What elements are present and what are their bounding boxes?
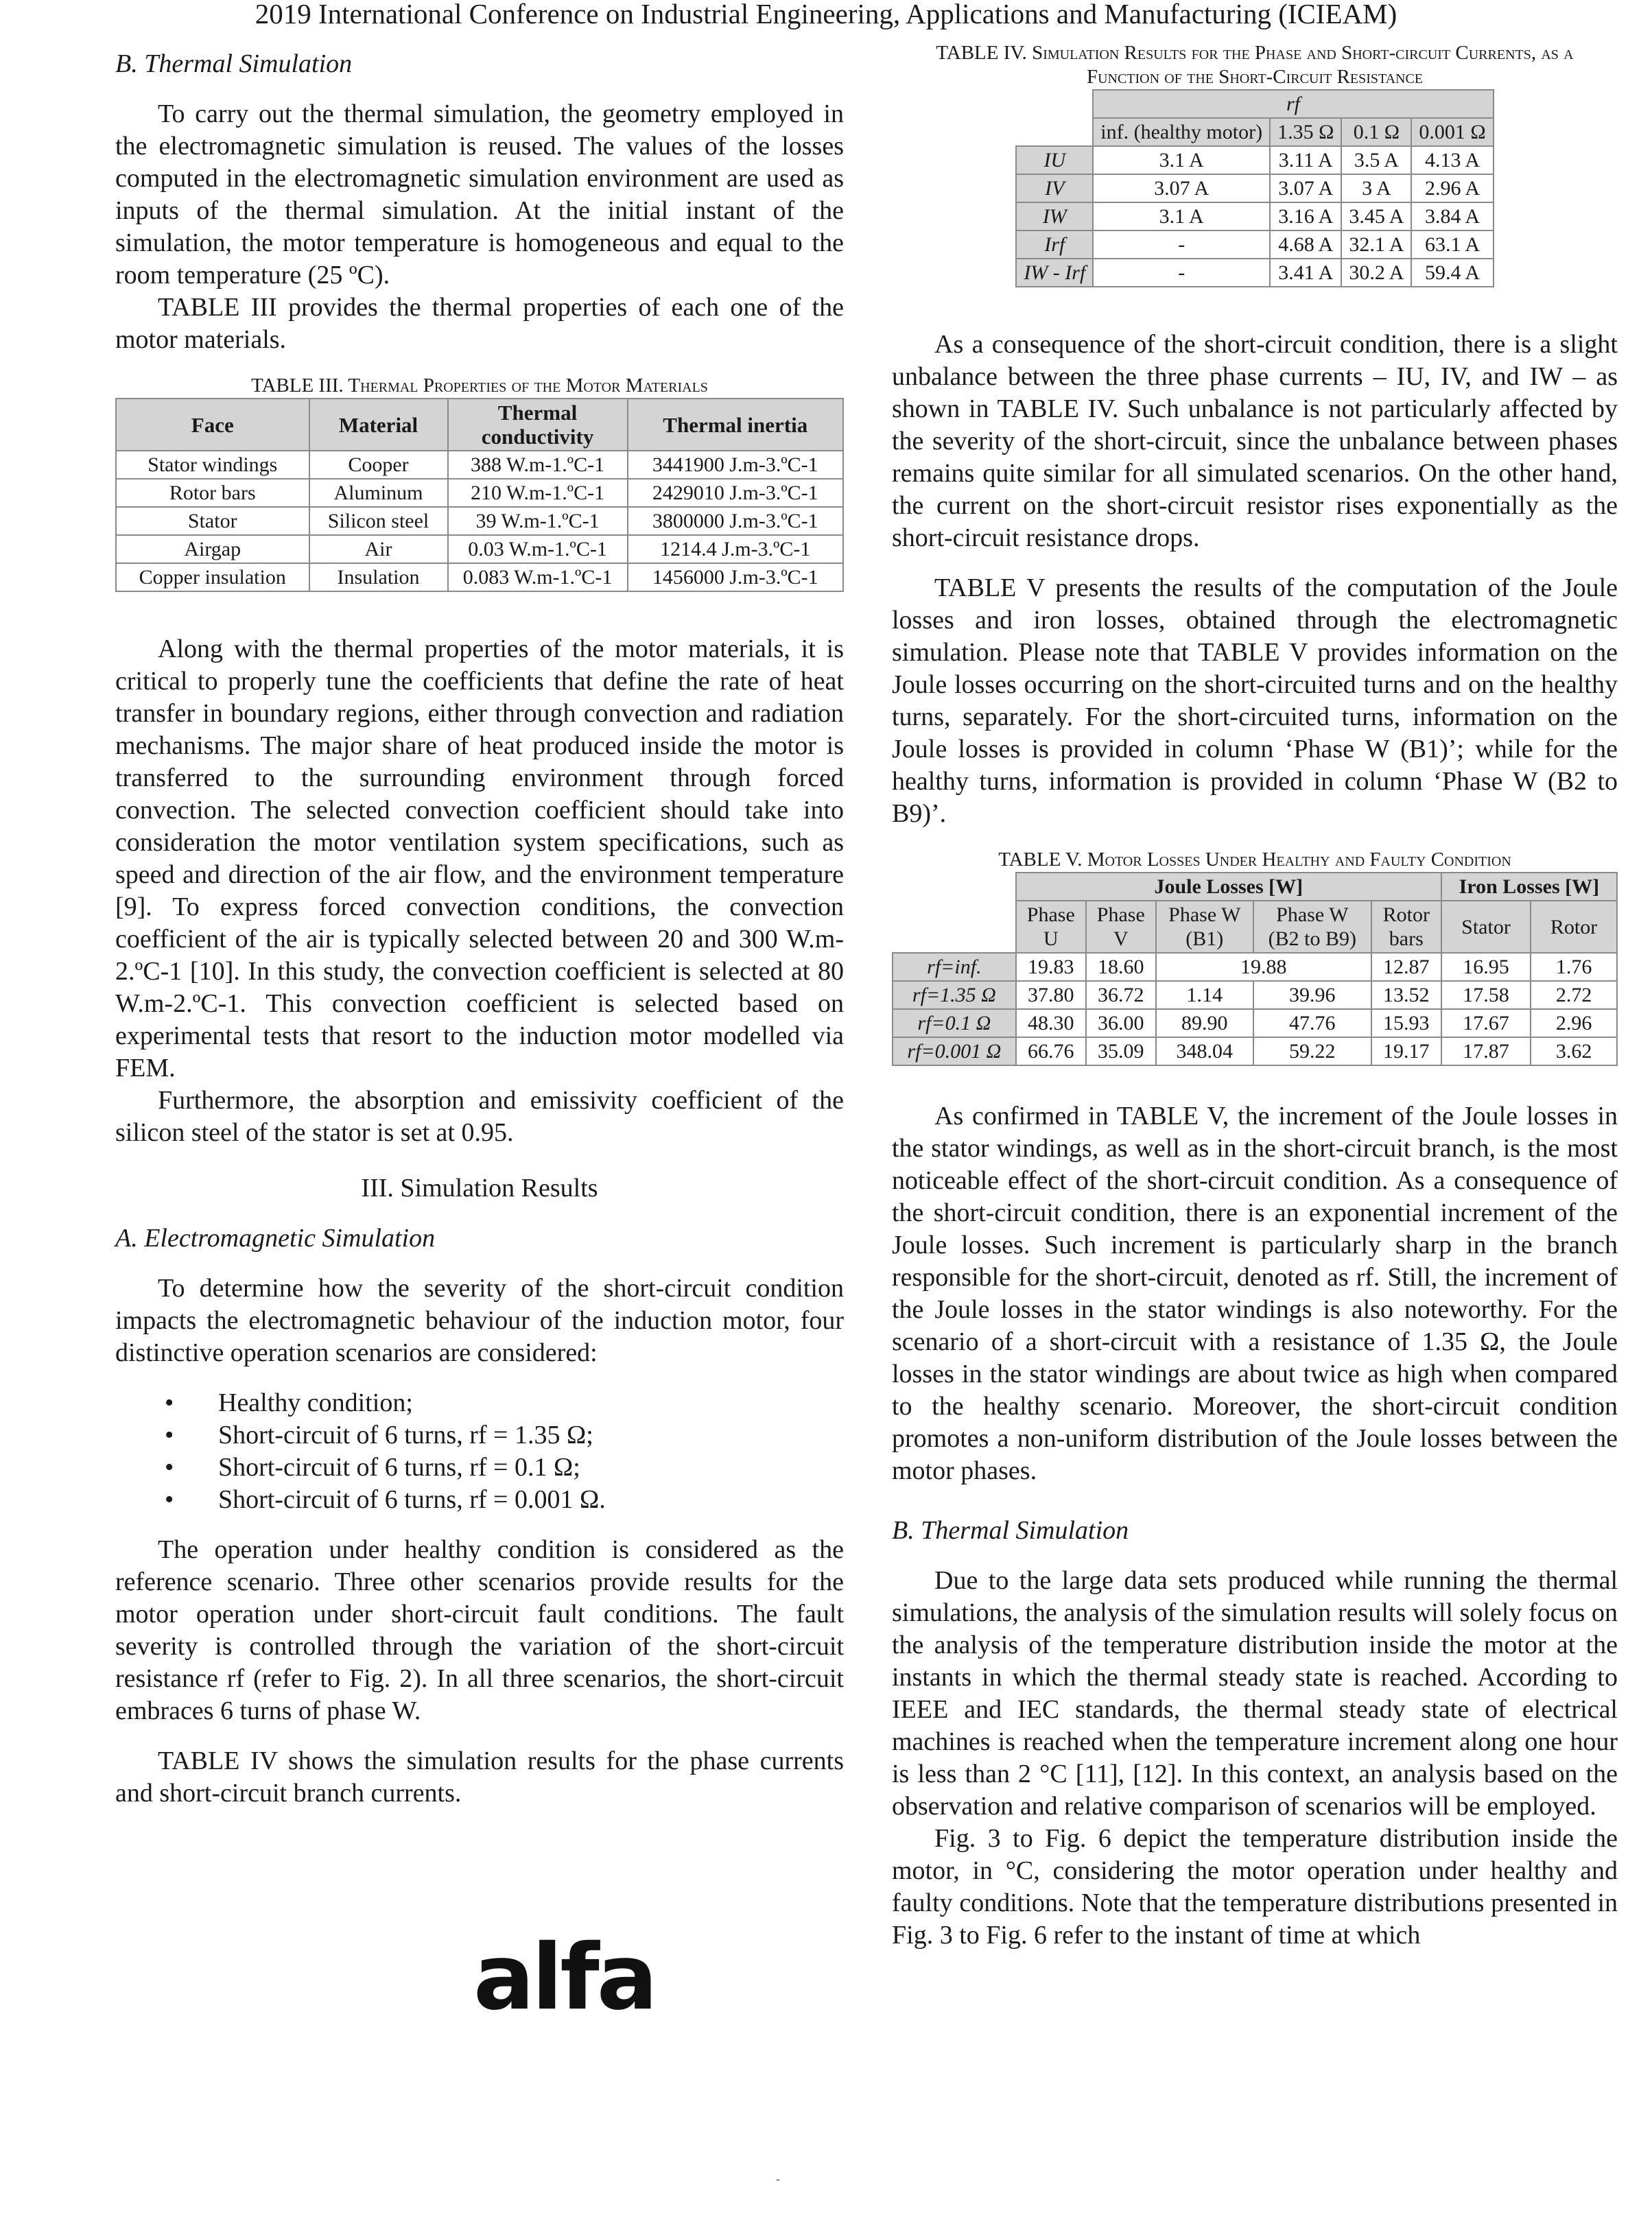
subsection-thermal-simulation: B. Thermal Simulation: [115, 49, 353, 78]
list-item: • Short-circuit of 6 turns, rf = 0.1 Ω;: [218, 1452, 844, 1484]
alfa-logo: [473, 1925, 710, 2031]
table5-caption: TABLE V. Motor Losses Under Healthy and Faulty Condition: [998, 849, 1511, 871]
paragraph: Due to the large data sets produced while running the thermal simulations, the analysis of the simulation results will solely focus on the analysis of the temperature distribution inside the motor at the instants in which the thermal steady state is reached. According to IEEE and IEC standards, the thermal steady state of electrical machines is reached when the temperature increment along one hour is less than 2 °C [11], [12]. In this context, an analysis based on the observation and relative comparison of scenarios will be employed.: [892, 1566, 1618, 1821]
table-cell: 3441900 J.m-3.ºC-1: [628, 451, 843, 479]
table-row: [893, 981, 1617, 1009]
table4-currents: [1015, 89, 1494, 287]
table-cell: 3.84 A: [1411, 202, 1493, 230]
table-header: Stator: [1441, 901, 1531, 953]
table-cell: 30.2 A: [1341, 259, 1411, 287]
logo-text: alfa: [473, 1925, 655, 2031]
table-cell: 3.45 A: [1341, 202, 1411, 230]
table-row: [116, 535, 843, 563]
table-header: inf. (healthy motor): [1093, 118, 1270, 146]
table-cell: Stator: [116, 507, 309, 535]
table-header: Rotor: [1531, 901, 1617, 953]
paragraph: Fig. 3 to Fig. 6 depict the temperature distribution inside the motor, in °C, considering the motor operation under healthy and faulty conditions. Note that the temperature distributions presented in Fig. 3 to Fig. 6 refer to the instant of time at which: [892, 1824, 1618, 1950]
table-cell: 3.11 A: [1270, 146, 1341, 174]
table-cell: 63.1 A: [1411, 230, 1493, 259]
table-row: [1016, 174, 1493, 202]
paragraph: As confirmed in TABLE V, the increment of the Joule losses in the stator windings, as well as in the short-circuit branch, is the most noticeable effect of the short-circuit condition. As a consequence of the short-circuit condition, there is an exponential increment of the Joule losses. Such increment is particularly sharp in the branch responsible for the short-circuit, denoted as rf. Still, the increment of the Joule losses in the stator windings is also noteworthy. For the scenario of a short-circuit with a resistance of 1.35 Ω, the Joule losses in the stator windings are about twice as high when compared to the healthy scenario. Moreover, the short-circuit condition promotes a non-uniform distribution of the Joule losses between the motor phases.: [892, 1102, 1618, 1485]
footer-mark: -: [776, 2172, 780, 2186]
table-row: [893, 953, 1617, 981]
row-label: rf=1.35 Ω: [893, 981, 1016, 1009]
table-header: Face: [116, 399, 309, 451]
table-row: [1016, 230, 1493, 259]
paragraph: Along with the thermal properties of the motor materials, it is critical to properly tune the coefficients that define the rate of heat transfer in boundary regions, either through convection and radiation mechanisms. The major share of heat produced inside the motor is transferred to the surrounding environment through forced convection. The selected convection coefficient should take into consideration the motor ventilation system specifications, such as speed and direction of the air flow, and the environment temperature [9]. To express forced convection conditions, the convection coefficient of the air is typically selected between 20 and 300 W.m-2.ºC-1 [10]. In this study, the convection coefficient is selected at 80 W.m-2.ºC-1. This convection coefficient is selected based on experimental tests that resort to the induction motor modelled via FEM.: [115, 635, 844, 1082]
table-header: 0.1 Ω: [1341, 118, 1411, 146]
table-cell: 17.67: [1441, 1009, 1531, 1037]
row-label: Irf: [1016, 230, 1093, 259]
table-cell: Insulation: [309, 563, 448, 591]
table5-losses: [892, 872, 1618, 1066]
list-item: • Healthy condition;: [218, 1387, 844, 1419]
row-label: rf=inf.: [893, 953, 1016, 981]
list-item: • Short-circuit of 6 turns, rf = 1.35 Ω;: [218, 1419, 844, 1452]
subsection-thermal-simulation: B. Thermal Simulation: [892, 1516, 1129, 1545]
table-header: 1.35 Ω: [1270, 118, 1341, 146]
table-row: [1016, 146, 1493, 174]
table-header: 0.001 Ω: [1411, 118, 1493, 146]
table-cell: 48.30: [1016, 1009, 1086, 1037]
table-group-header: rf: [1093, 90, 1493, 118]
table-header: Phase W (B2 to B9): [1253, 901, 1371, 953]
table3-body: [116, 451, 843, 591]
table-cell: 2.96: [1531, 1009, 1617, 1037]
table4-body: [1016, 146, 1493, 287]
table-cell: 19.17: [1371, 1037, 1441, 1065]
table-cell: 39 W.m-1.ºC-1: [448, 507, 628, 535]
table-cell: 388 W.m-1.ºC-1: [448, 451, 628, 479]
table-cell: 2.72: [1531, 981, 1617, 1009]
table-row: [116, 451, 843, 479]
table-cell: 0.083 W.m-1.ºC-1: [448, 563, 628, 591]
table-header: Material: [309, 399, 448, 451]
paragraph: TABLE III provides the thermal properties of each one of the motor materials.: [115, 293, 844, 354]
table-cell: 59.4 A: [1411, 259, 1493, 287]
table-cell: 47.76: [1253, 1009, 1371, 1037]
table-cell: 59.22: [1253, 1037, 1371, 1065]
row-label: IW - Irf: [1016, 259, 1093, 287]
table-cell: 19.88: [1156, 953, 1371, 981]
table-cell: 32.1 A: [1341, 230, 1411, 259]
table-cell: 0.03 W.m-1.ºC-1: [448, 535, 628, 563]
table-cell: 36.00: [1086, 1009, 1156, 1037]
table-cell: 19.83: [1016, 953, 1086, 981]
table-cell: 2.96 A: [1411, 174, 1493, 202]
table-row: [893, 1009, 1617, 1037]
table-cell: 15.93: [1371, 1009, 1441, 1037]
table-row: [1016, 202, 1493, 230]
table-cell: Rotor bars: [116, 479, 309, 507]
table-cell: 16.95: [1441, 953, 1531, 981]
list-item: • Short-circuit of 6 turns, rf = 0.001 Ω.: [218, 1484, 844, 1516]
row-label: IW: [1016, 202, 1093, 230]
table-cell: 210 W.m-1.ºC-1: [448, 479, 628, 507]
table-cell: 13.52: [1371, 981, 1441, 1009]
table-cell: 1214.4 J.m-3.ºC-1: [628, 535, 843, 563]
table-row: [1016, 259, 1493, 287]
table-cell: Aluminum: [309, 479, 448, 507]
paragraph: To determine how the severity of the short-circuit condition impacts the electromagnetic behaviour of the induction motor, four distinctive operation scenarios are considered:: [115, 1274, 844, 1367]
table-cell: 3.1 A: [1093, 202, 1270, 230]
paragraph: Furthermore, the absorption and emissivity coefficient of the silicon steel of the stator is set at 0.95.: [115, 1086, 844, 1147]
table-cell: 3 A: [1341, 174, 1411, 202]
conference-header: 2019 International Conference on Industrial Engineering, Applications and Manufacturing (ICIEAM): [255, 0, 1397, 29]
table-cell: 3.1 A: [1093, 146, 1270, 174]
table-header: Thermal inertia: [628, 399, 843, 451]
table-cell: 3.62: [1531, 1037, 1617, 1065]
table-cell: 66.76: [1016, 1037, 1086, 1065]
section-title-simulation-results: III. Simulation Results: [361, 1174, 598, 1203]
table-cell: 1.76: [1531, 953, 1617, 981]
table-row: [116, 563, 843, 591]
table-cell: 3.07 A: [1093, 174, 1270, 202]
row-label: IV: [1016, 174, 1093, 202]
table-cell: 2429010 J.m-3.ºC-1: [628, 479, 843, 507]
table-header: Rotor bars: [1371, 901, 1441, 953]
row-label: IU: [1016, 146, 1093, 174]
table-cell: 17.58: [1441, 981, 1531, 1009]
paragraph: The operation under healthy condition is considered as the reference scenario. Three other scenarios provide results for the motor operation under short-circuit fault conditions. The fault severity is controlled through the variation of the short-circuit resistance rf (refer to Fig. 2). In all three scenarios, the short-circuit embraces 6 turns of phase W.: [115, 1535, 844, 1725]
table-cell: 348.04: [1156, 1037, 1253, 1065]
table-cell: 3.5 A: [1341, 146, 1411, 174]
table-cell: 4.13 A: [1411, 146, 1493, 174]
table-cell: 35.09: [1086, 1037, 1156, 1065]
table3-thermal-properties: [115, 398, 844, 592]
table-header: Phase W (B1): [1156, 901, 1253, 953]
table-header: Phase U: [1016, 901, 1086, 953]
table-cell: 36.72: [1086, 981, 1156, 1009]
table-cell: Copper insulation: [116, 563, 309, 591]
table4-caption: TABLE IV. Simulation Results for the Phase and Short-circuit Currents, as a Function of the Short-Circuit Resistance: [936, 42, 1574, 88]
table-cell: 1.14: [1156, 981, 1253, 1009]
table-cell: Airgap: [116, 535, 309, 563]
table-cell: 37.80: [1016, 981, 1086, 1009]
table-row: [116, 479, 843, 507]
table-cell: 3.07 A: [1270, 174, 1341, 202]
table-cell: 18.60: [1086, 953, 1156, 981]
scenario-list: [115, 1387, 844, 1516]
table-cell: Stator windings: [116, 451, 309, 479]
right-column: [892, 41, 1618, 1952]
table-header: Thermal conductivity: [448, 399, 628, 451]
row-label: rf=0.1 Ω: [893, 1009, 1016, 1037]
paragraph: To carry out the thermal simulation, the geometry employed in the electromagnetic simulation is reused. The values of the losses computed in the electromagnetic simulation environment are used as inputs of the thermal simulation. At the initial instant of the simulation, the motor temperature is homogeneous and equal to the room temperature (25 ºC).: [115, 99, 844, 289]
paragraph: TABLE IV shows the simulation results for the phase currents and short-circuit branch currents.: [115, 1747, 844, 1808]
table-group-header: Joule Losses [W]: [1016, 873, 1441, 901]
table-cell: 12.87: [1371, 953, 1441, 981]
table-cell: 3800000 J.m-3.ºC-1: [628, 507, 843, 535]
table3-caption: TABLE III. Thermal Properties of the Motor Materials: [251, 375, 708, 397]
table-row: [893, 1037, 1617, 1065]
table5-body: [893, 953, 1617, 1065]
table-cell: 3.16 A: [1270, 202, 1341, 230]
table-cell: -: [1093, 230, 1270, 259]
paragraph: As a consequence of the short-circuit condition, there is a slight unbalance between the three phase currents – IU, IV, and IW – as shown in TABLE IV. Such unbalance is not particularly affected by the severity of the short-circuit, since the unbalance between phases remains quite similar for all simulated scenarios. On the other hand, the current on the short-circuit resistor rises exponentially as the short-circuit resistance drops.: [892, 330, 1618, 552]
table-cell: 17.87: [1441, 1037, 1531, 1065]
table-group-header: Iron Losses [W]: [1441, 873, 1617, 901]
table-cell: Silicon steel: [309, 507, 448, 535]
row-label: rf=0.001 Ω: [893, 1037, 1016, 1065]
left-column: [115, 41, 844, 1810]
table-cell: 39.96: [1253, 981, 1371, 1009]
table-cell: 4.68 A: [1270, 230, 1341, 259]
subsection-electromagnetic-simulation: A. Electromagnetic Simulation: [115, 1224, 436, 1253]
table-cell: Cooper: [309, 451, 448, 479]
table-row: [116, 507, 843, 535]
table-cell: -: [1093, 259, 1270, 287]
table-cell: 1456000 J.m-3.ºC-1: [628, 563, 843, 591]
table-cell: 89.90: [1156, 1009, 1253, 1037]
table-cell: 3.41 A: [1270, 259, 1341, 287]
table-header: Phase V: [1086, 901, 1156, 953]
table-cell: Air: [309, 535, 448, 563]
paragraph: TABLE V presents the results of the computation of the Joule losses and iron losses, obtained through the electromagnetic simulation. Please note that TABLE V provides information on the Joule losses occurring on the short-circuited turns and on the healthy turns, separately. For the short-circuited turns, information on the Joule losses is provided in column ‘Phase W (B1)’; while for the healthy turns, information is provided in column ‘Phase W (B2 to B9)’.: [892, 573, 1618, 828]
